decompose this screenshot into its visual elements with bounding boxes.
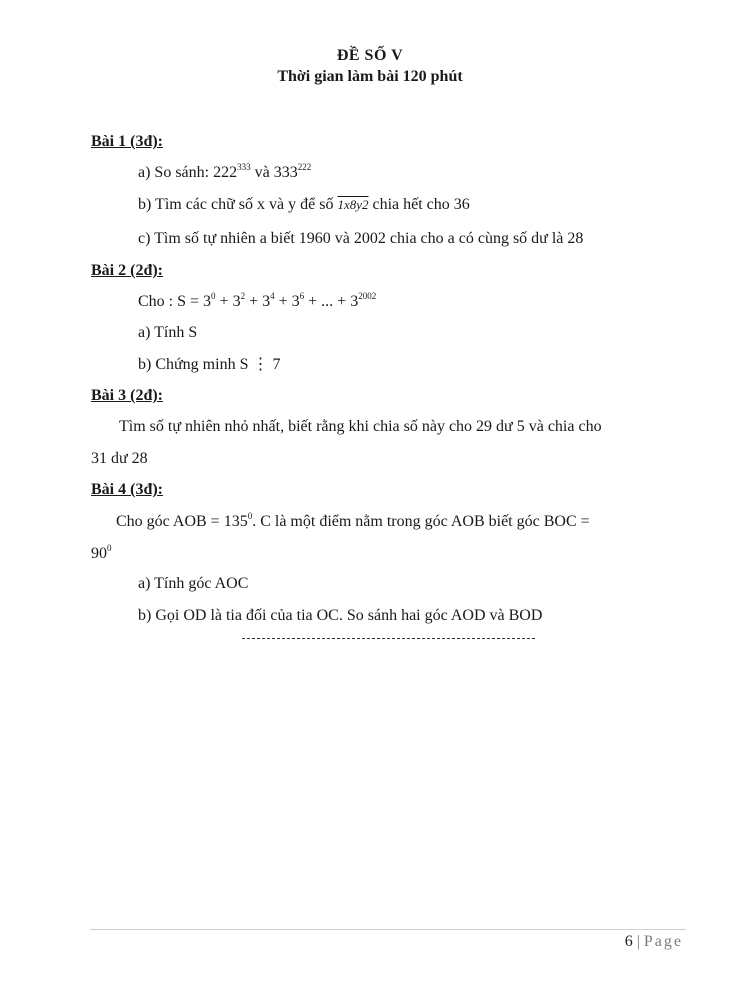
page-number: 6 — [624, 933, 633, 950]
bai4-line1-suffix: . C là một điểm nằm trong góc AOB biết góc BOC = — [252, 513, 590, 530]
bai2-given — [138, 292, 376, 312]
bai1-a-exp1: 333 — [237, 162, 251, 172]
bai2-term1: + 3 — [215, 293, 241, 310]
exam-title: ĐỀ SỐ V — [336, 47, 404, 64]
title-block — [0, 46, 740, 88]
bai1-a-exp2: 222 — [297, 162, 312, 172]
bai2-term2: + 3 — [245, 293, 271, 310]
bai2-term3: + 3 — [274, 293, 300, 310]
bai4-part-a: a) Tính góc AOC — [138, 575, 249, 592]
bai3-heading: Bài 3 (2đ): — [91, 387, 163, 404]
bai2-exp0: 0 — [211, 291, 216, 301]
bai1-part-b — [138, 195, 470, 215]
bai1-heading: Bài 1 (3đ): — [91, 133, 163, 150]
bai1-a-text: a) So sánh: — [138, 164, 214, 181]
bai2-exp4: 2002 — [358, 291, 377, 301]
bai2-exp1: 2 — [240, 291, 246, 301]
bai4-line1-exp: 0 — [247, 511, 253, 521]
bai4-heading: Bài 4 (3đ): — [91, 481, 163, 498]
bai1-a-base1: 222 — [213, 164, 238, 181]
bai2-heading: Bài 2 (2đ): — [91, 262, 163, 279]
bai1-a-mid: và — [250, 164, 274, 181]
exam-duration: Thời gian làm bài 120 phút — [277, 68, 463, 85]
bai1-b-suffix: chia hết cho 36 — [368, 196, 470, 213]
bai2-term4: + ... + 3 — [304, 293, 359, 310]
footer-rule — [90, 929, 686, 930]
page-footer — [625, 932, 683, 952]
bai4-line2-exp: 0 — [107, 543, 112, 553]
page-label: Page — [643, 933, 683, 950]
bai3-text-line2: 31 dư 28 — [91, 450, 148, 467]
bai2-exp2: 4 — [270, 291, 275, 301]
bai1-b-number: 1x8y2 — [337, 197, 369, 212]
bai1-part-a — [138, 163, 311, 183]
bai2-exp3: 6 — [299, 291, 305, 301]
bai4-line1-prefix: Cho góc AOB = 135 — [116, 513, 248, 530]
bai4-part-b: b) Gọi OD là tia đối của tia OC. So sánh hai góc AOD và BOD — [138, 607, 543, 624]
bai1-part-c: c) Tìm số tự nhiên a biết 1960 và 2002 chia cho a có cùng số dư là 28 — [138, 230, 584, 247]
bai2-part-a: a) Tính S — [138, 324, 198, 341]
bai2-part-b: b) Chứng minh S ⋮ 7 — [138, 356, 281, 373]
bai2-given-prefix: Cho : S = 3 — [138, 293, 212, 310]
footer-separator: | — [636, 933, 640, 950]
bai1-a-base2: 333 — [273, 164, 298, 181]
bai4-text-line1 — [116, 512, 590, 532]
bai4-text-line2 — [91, 544, 112, 564]
bai4-line2-base: 90 — [91, 545, 107, 562]
bai1-b-text: b) Tìm các chữ số x và y để số — [138, 196, 338, 213]
bai3-text-line1: Tìm số tự nhiên nhỏ nhất, biết rằng khi chia số này cho 29 dư 5 và chia cho — [119, 418, 602, 435]
end-divider — [242, 638, 535, 639]
